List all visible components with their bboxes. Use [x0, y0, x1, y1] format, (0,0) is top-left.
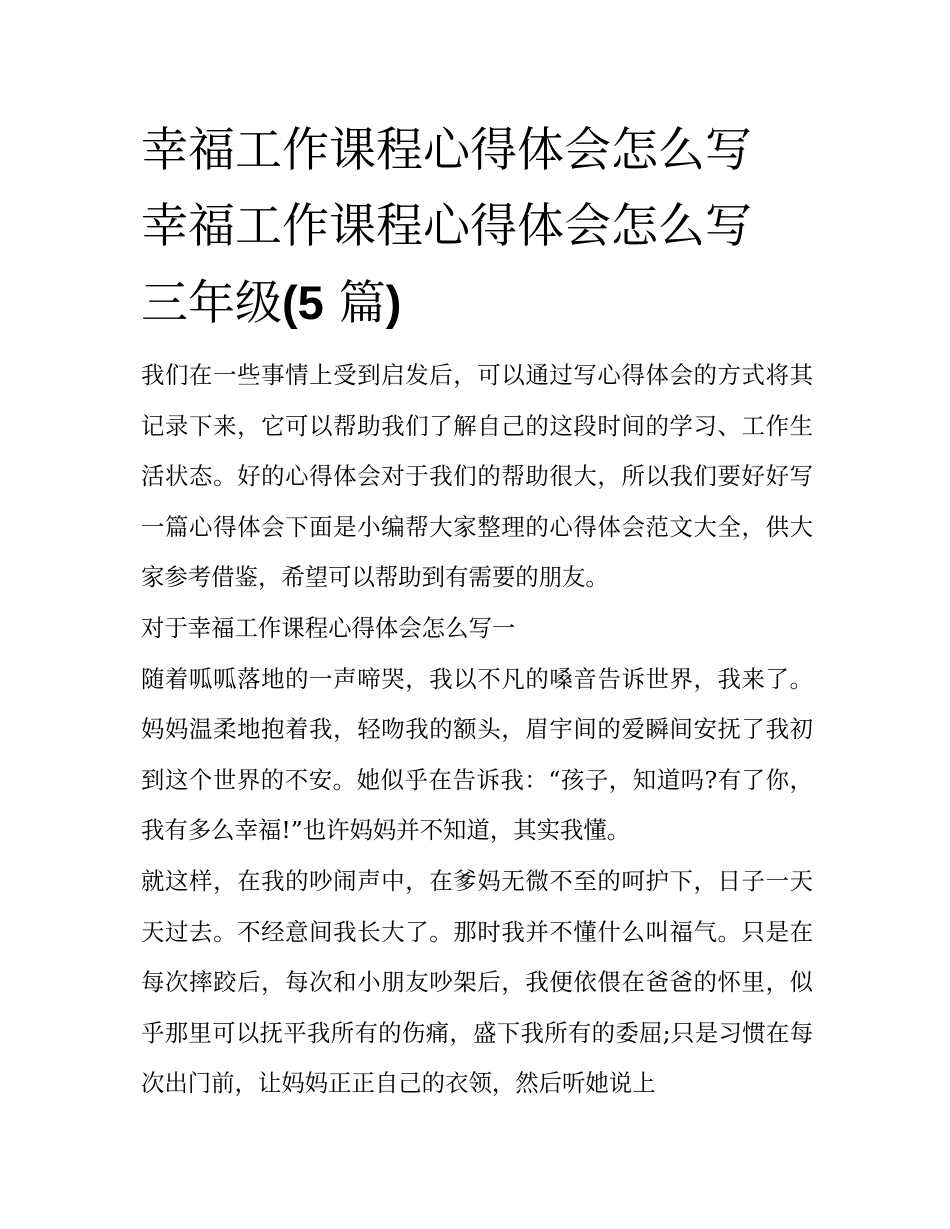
body-paragraph-1: 随着呱呱落地的一声啼哭，我以不凡的嗓音告诉世界，我来了。妈妈温柔地抱着我，轻吻我的额头，眉宇间的爱瞬间安抚了我初到这个世界的不安。她似乎在告诉我：“孩子，知道吗?有了你，我有多么幸福!”也许妈妈并不知道，其实我懂。	[141, 664, 813, 845]
title-line-1: 幸福工作课程心得体会怎么写	[141, 123, 752, 178]
title-number: (5	[282, 276, 324, 329]
title-paren: )	[385, 276, 402, 329]
body-paragraph-2: 就这样，在我的吵闹声中，在爹妈无微不至的呵护下，日子一天天过去。不经意间我长大了。那时我并不懂什么叫福气。只是在每次摔跤后，每次和小朋友吵架后，我便依偎在爸爸的怀里，似乎那里可以抚平我所有的伤痛，盛下我所有的委屈;只是习惯在每次出门前，让妈妈正正自己的衣领，然后听她说上	[141, 866, 813, 1098]
title-line-3: 三年级(5 篇)	[141, 276, 402, 331]
document-title	[141, 113, 813, 342]
section-heading: 对于幸福工作课程心得体会怎么写一	[141, 613, 516, 642]
intro-paragraph: 我们在一些事情上受到启发后，可以通过写心得体会的方式将其记录下来，它可以帮助我们了解自己的这段时间的学习、工作生活状态。好的心得体会对于我们的帮助很大，所以我们要好好写一篇心得体会下面是小编帮大家整理的心得体会范文大全，供大家参考借鉴，希望可以帮助到有需要的朋友。	[141, 361, 813, 592]
title-line-2: 幸福工作课程心得体会怎么写	[141, 199, 752, 254]
document-content	[141, 113, 813, 1109]
